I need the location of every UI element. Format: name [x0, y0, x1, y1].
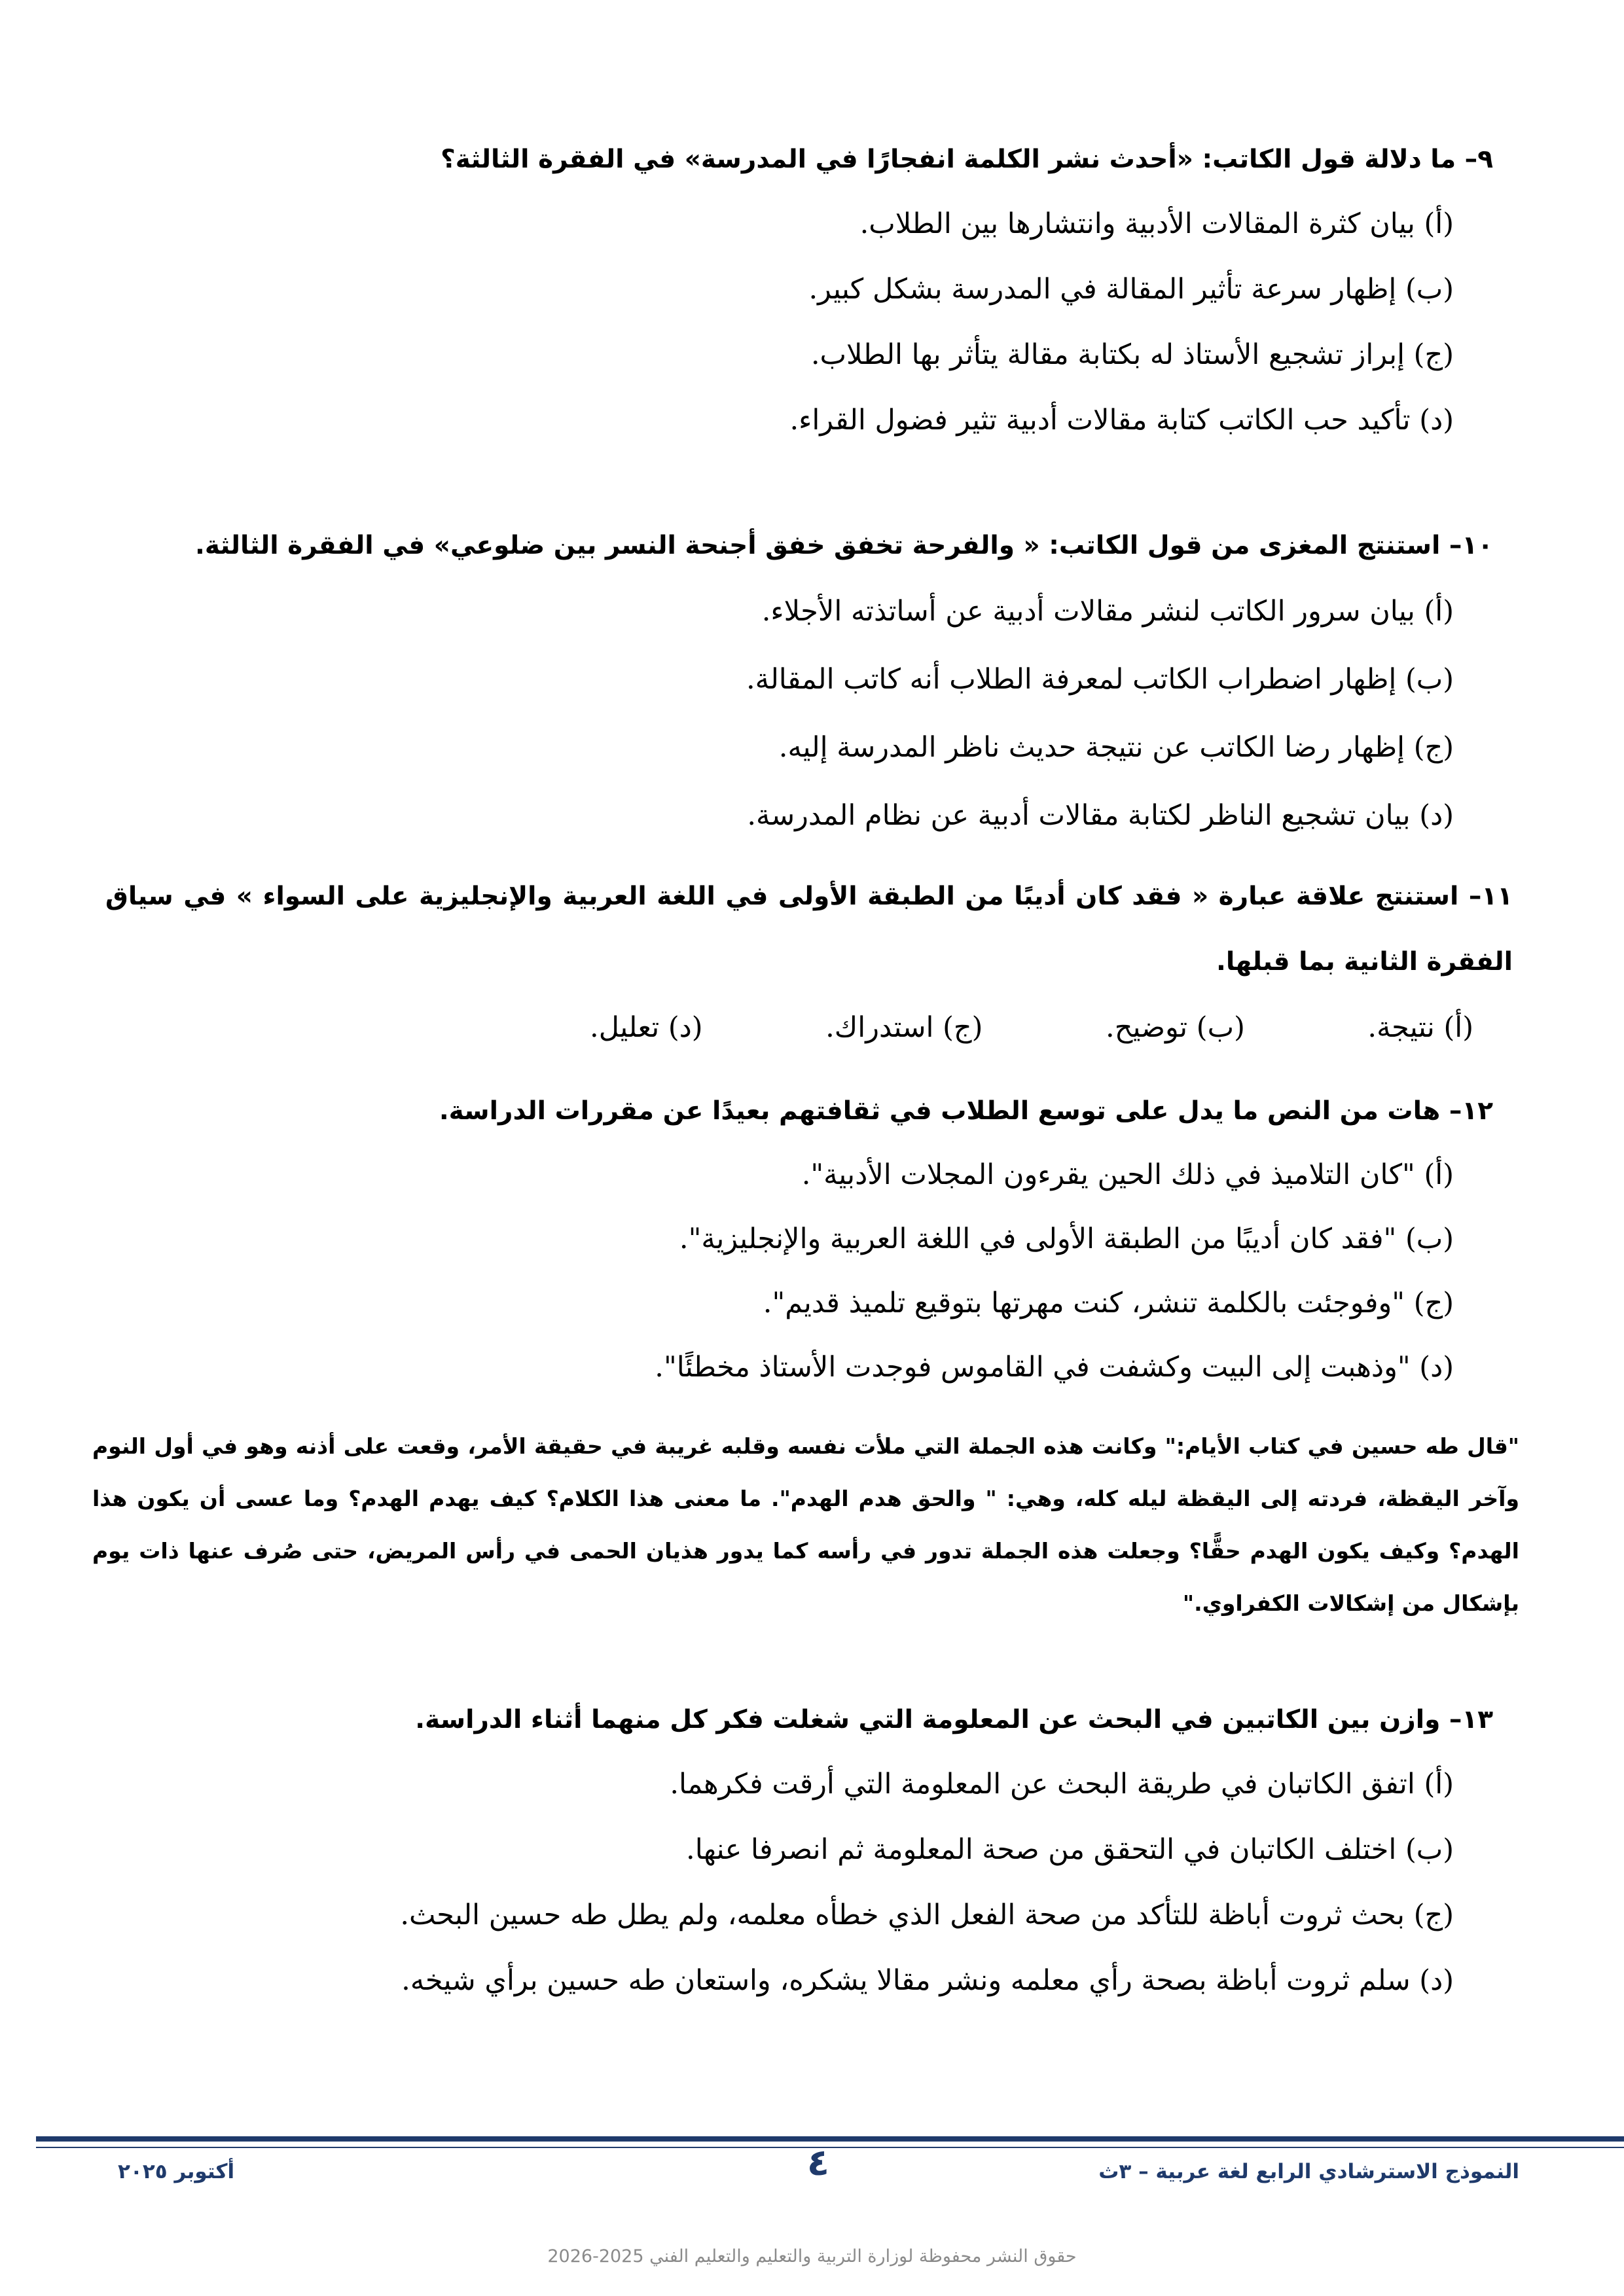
footer-divider	[36, 2136, 1624, 2142]
question-13-option-b: (ب) اختلف الكاتبان في التحقق من صحة المعلومة ثم انصرفا عنها.	[686, 1833, 1454, 1866]
question-12	[105, 1080, 1493, 1399]
question-12-option-b: (ب) "فقد كان أديبًا من الطبقة الأولى في اللغة العربية والإنجليزية".	[679, 1223, 1454, 1255]
question-9-option-b: (ب) إظهار سرعة تأثير المقالة في المدرسة بشكل كبير.	[808, 273, 1454, 306]
question-9-option-d: (د) تأكيد حب الكاتب كتابة مقالات أدبية تثير فضول القراء.	[789, 404, 1454, 437]
footer-date: أكتوبر ٢٠٢٥	[118, 2160, 235, 2183]
question-10-option-d: (د) بيان تشجيع الناظر لكتابة مقالات أدبية عن نظام المدرسة.	[747, 799, 1454, 832]
question-11-option-d: (د) تعليل.	[590, 1011, 703, 1044]
question-11-stem: ١١– استنتج علاقة عبارة « فقد كان أديبًا من الطبقة الأولى في اللغة العربية والإنجليزية على السواء » في سياق الفقرة الثانية بما قبلها.	[105, 882, 1513, 977]
question-12-option-d: (د) "وذهبت إلى البيت وكشفت في القاموس فوجدت الأستاذ مخطئًا".	[655, 1351, 1454, 1384]
question-11-option-a: (أ) نتيجة.	[1367, 1011, 1473, 1044]
question-12-option-c: (ج) "وفوجئت بالكلمة تنشر، كنت مهرتها بتوقيع تلميذ قديم".	[763, 1287, 1454, 1319]
question-12-option-a: (أ) "كان التلاميذ في ذلك الحين يقرءون المجلات الأدبية".	[801, 1158, 1454, 1191]
question-13-option-c: (ج) بحث ثروت أباظة للتأكد من صحة الفعل الذي خطأه معلمه، ولم يطل طه حسين البحث.	[400, 1899, 1454, 1931]
question-10-option-a: (أ) بيان سرور الكاتب لنشر مقالات أدبية عن أساتذته الأجلاء.	[761, 595, 1454, 628]
footer-exam-title: النموذج الاسترشادي الرابع لغة عربية – ٣ث	[1098, 2160, 1519, 2183]
page-number: ٤	[806, 2142, 830, 2184]
question-11-option-c: (ج) استدراك.	[825, 1011, 983, 1044]
question-13-option-d: (د) سلم ثروت أباظة بصحة رأي معلمه ونشر مقالا يشكره، واستعان طه حسين برأي شيخه.	[401, 1964, 1454, 1997]
question-9-option-c: (ج) إبراز تشجيع الأستاذ له بكتابة مقالة يتأثر بها الطلاب.	[810, 338, 1454, 371]
question-9-stem: ٩– ما دلالة قول الكاتب: «أحدث نشر الكلمة انفجارًا في المدرسة» في الفقرة الثالثة؟	[441, 145, 1493, 174]
question-13	[105, 1689, 1493, 2013]
question-10-stem: ١٠– استنتج المغزى من قول الكاتب: « والفرحة تخفق خفق أجنحة النسر بين ضلوعي» في الفقرة الثالثة.	[195, 531, 1493, 560]
question-10-option-b: (ب) إظهار اضطراب الكاتب لمعرفة الطلاب أنه كاتب المقالة.	[746, 663, 1454, 696]
question-10-option-c: (ج) إظهار رضا الكاتب عن نتيجة حديث ناظر المدرسة إليه.	[778, 731, 1454, 764]
question-11-option-b: (ب) توضيح.	[1106, 1011, 1245, 1044]
taha-hussein-quote: "قال طه حسين في كتاب الأيام:" وكانت هذه الجملة التي ملأت نفسه وقلبه غريبة في حقيقة الأمر، وقعت على أذنه وهو في أول النوم وآخر اليقظة، فردته إلى اليقظة ليله كله، وهي: " والحق هدم الهدم". ما معنى هذا الكلام؟ كيف يهدم الهدم؟ وما عسى أن يكون هذا الهدم؟ وكيف يكون الهدم حقًّا؟ وجعلت هذه الجملة تدور في رأسه كما يدور هذيان الحمى في رأس المريض، حتى صُرف عنها ذات يوم بإشكال من إشكالات الكفراوي."	[92, 1433, 1519, 1616]
question-11	[105, 864, 1513, 1060]
question-12-stem: ١٢– هات من النص ما يدل على توسع الطلاب في ثقافتهم بعيدًا عن مقررات الدراسة.	[439, 1096, 1493, 1126]
copyright-notice: حقوق النشر محفوظة لوزارة التربية والتعليم والتعليم الفني 2025-2026	[547, 2246, 1077, 2267]
question-13-option-a: (أ) اتفق الكاتبان في طريقة البحث عن المعلومة التي أرقت فكرهما.	[670, 1768, 1454, 1801]
question-10	[105, 514, 1493, 850]
question-9-option-a: (أ) بيان كثرة المقالات الأدبية وانتشارها بين الطلاب.	[859, 207, 1454, 240]
question-9	[105, 128, 1493, 453]
question-11-options	[590, 995, 1473, 1060]
question-13-stem: ١٣– وازن بين الكاتبين في البحث عن المعلومة التي شغلت فكر كل منهما أثناء الدراسة.	[415, 1705, 1493, 1734]
